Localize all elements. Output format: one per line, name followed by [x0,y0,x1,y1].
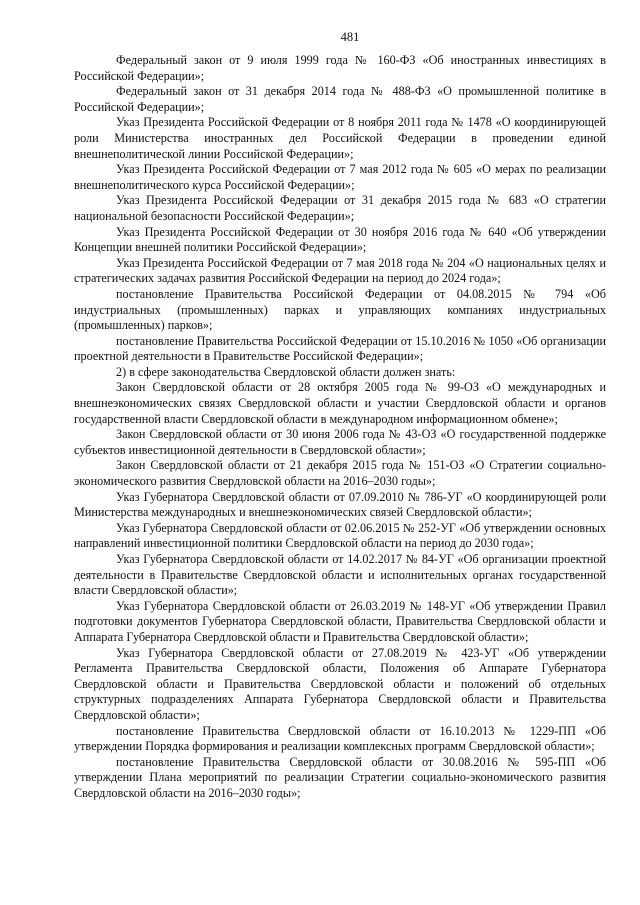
paragraph: Закон Свердловской области от 28 октября 2005 года № 99-ОЗ «О международных и внешнеэкономических связях Свердловской области и участии Свердловской области и органов государственной власти Свердловской области в международном информационном обмене»; [74,380,606,426]
paragraph: Закон Свердловской области от 21 декабря 2015 года № 151-ОЗ «О Стратегии социально-экономического развития Свердловской области на 2016–2030 годы»; [74,458,606,489]
paragraph: Федеральный закон от 9 июля 1999 года № 160-ФЗ «Об иностранных инвестициях в Российской Федерации»; [74,53,606,83]
paragraph: Указ Губернатора Свердловской области от 07.09.2010 № 786-УГ «О координирующей роли Министерства международных и внешнеэкономических связей Свердловской области»; [74,489,606,520]
paragraph: постановление Правительства Свердловской области от 30.08.2016 № 595-ПП «Об утверждении Плана мероприятий по реализации Стратегии социально-экономического развития Свердловской области на 2016–2030 годы»; [74,754,606,800]
paragraph: Указ Губернатора Свердловской области от 26.03.2019 № 148-УГ «Об утверждении Правил подготовки документов Губернатора Свердловской области, Правительства Свердловской области и Аппарата Губернатора Свердловской области и Правительства Свердловской области»; [74,598,606,644]
paragraph: постановление Правительства Российской Федерации от 04.08.2015 № 794 «Об индустриальных (промышленных) парках и управляющих компаниях индустриальных (промышленных) парков»; [74,286,606,333]
paragraph: Указ Президента Российской Федерации от 31 декабря 2015 года № 683 «О стратегии национальной безопасности Российской Федерации»; [74,193,606,223]
page-number: 481 [340,30,360,44]
paragraph: постановление Правительства Свердловской области от 16.10.2013 № 1229-ПП «Об утверждении Порядка формирования и реализации комплексных программ Свердловской области»; [74,723,606,754]
paragraph: Указ Президента Российской Федерации от 7 мая 2012 года № 605 «О мерах по реализации внешнеполитического курса Российской Федерации»; [74,162,606,192]
paragraph: Указ Президента Российской Федерации от 7 мая 2018 года № 204 «О национальных целях и стратегических задачах развития Российской Федерации на период до 2024 года»; [74,255,606,286]
paragraph: Указ Президента Российской Федерации от 30 ноября 2016 года № 640 «Об утверждении Концепции внешней политики Российской Федерации»; [74,224,606,255]
paragraph: Закон Свердловской области от 30 июня 2006 года № 43-ОЗ «О государственной поддержке субъектов инвестиционной деятельности в Свердловской области»; [74,427,606,457]
paragraph: Указ Губернатора Свердловской области от 02.06.2015 № 252-УГ «Об утверждении основных направлений инвестиционной политики Свердловской области на период до 2030 года»; [74,520,606,551]
paragraph: Указ Губернатора Свердловской области от 14.02.2017 № 84-УГ «Об организации проектной деятельности в Правительстве Свердловской области и исполнительных органах государственной власти Свердловской области»; [74,552,606,598]
paragraph: Указ Президента Российской Федерации от 8 ноября 2011 года № 1478 «О координирующей роли Министерства иностранных дел Российской Федерации в проведении единой внешнеполитической линии Российской Федерации»; [74,115,606,161]
paragraph: постановление Правительства Российской Федерации от 15.10.2016 № 1050 «Об организации проектной деятельности в Правительстве Российской Федерации»; [74,333,606,364]
section-heading: 2) в сфере законодательства Свердловской области должен знать: [116,364,456,379]
paragraph: Указ Губернатора Свердловской области от 27.08.2019 № 423-УГ «Об утверждении Регламента Правительства Свердловской области, Положения об Аппарате Губернатора Свердловской области и Правительства Свердловской области и положений об отдельных структурных подразделениях Аппарата Губернатора Свердловской области и Правительства Свердловской области»; [74,645,606,722]
paragraph: Федеральный закон от 31 декабря 2014 года № 488-ФЗ «О промышленной политике в Российской Федерации»; [74,84,606,114]
